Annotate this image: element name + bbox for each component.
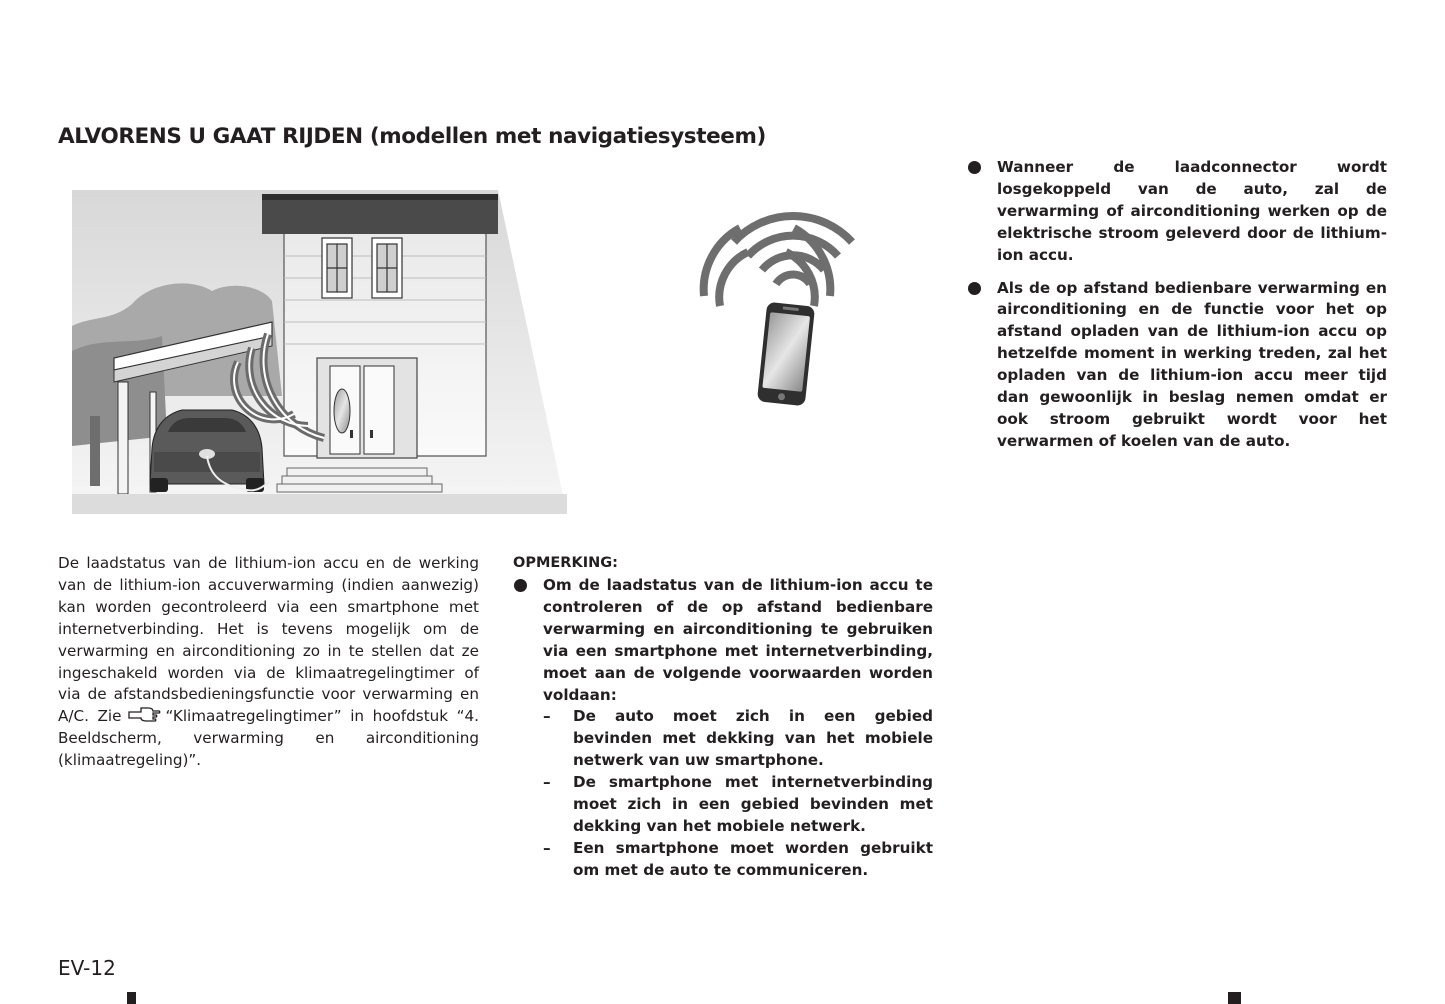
house-carport-charging-illustration (72, 186, 892, 522)
intro-text: De laadstatus van de lithium-ion accu en de werking van de lithium-ion accuverwarming (indien aanwezig) kan worden gecontroleerd via een smartphone met internetverbinding. Het is tevens mogelijk om de verwarming en airconditioning zo in te stellen dat ze ingeschakeld worden via de klimaatregelingtimer of via de afstandsbedieningsfunctie voor verwarming en A/C. Zie (58, 554, 479, 726)
note-title: OPMERKING: (513, 555, 618, 571)
list-item (543, 838, 933, 882)
condition-text: De auto moet zich in een gebied bevinden met dekking van het mobiele netwerk van uw smartphone. (573, 707, 933, 770)
condition-text: De smartphone met internetverbinding moet zich in een gebied bevinden met dekking van het mobiele netwerk. (573, 773, 933, 835)
crop-mark (1228, 992, 1241, 1004)
electric-car (150, 410, 264, 492)
list-item: Wanneer de laadconnector wordt losgekoppeld van de auto, zal de verwarming of airconditioning werken op de elektrische stroom geleverd door de lithium-ion accu. (967, 157, 1387, 267)
list-item (513, 575, 933, 882)
reference-text: “Klimaatregelingtimer” in hoofdstuk “4. Beeldscherm, verwarming en airconditioning (klimaatregeling)”. (58, 707, 480, 770)
list-item (543, 772, 933, 838)
dash-marker: – (543, 838, 551, 857)
dash-marker: – (543, 773, 551, 792)
right-bullet-list (967, 157, 1387, 464)
conditions-list (543, 706, 933, 881)
note-list (513, 575, 933, 882)
smartphone-signal-illustration (704, 216, 852, 406)
list-item (543, 706, 933, 772)
intro-paragraph (58, 553, 479, 772)
list-item: Als de op afstand bedienbare verwarming en airconditioning en de functie voor het op afstand opladen van de lithium-ion accu op hetzelfde moment in werking treden, zal het opladen van de lithium-ion accu meer tijd dan gewoonlijk in beslag nemen omdat er ook stroom gebruikt wordt voor het verwarmen of koelen van de auto. (967, 278, 1387, 453)
crop-mark (127, 992, 136, 1004)
note-bullet-text: Om de laadstatus van de lithium-ion accu te controleren of de op afstand bedienbare verwarming en airconditioning te gebruiken via een smartphone met internetverbinding, moet aan de volgende voorwaarden worden voldaan: (543, 576, 933, 704)
pointing-hand-icon (127, 706, 161, 724)
section-heading: ALVORENS U GAAT RIJDEN (modellen met navigatiesysteem) (58, 124, 766, 149)
condition-text: Een smartphone moet worden gebruikt om met de auto te communiceren. (573, 838, 933, 879)
page-number: EV-12 (58, 956, 116, 980)
dash-marker: – (543, 707, 551, 726)
